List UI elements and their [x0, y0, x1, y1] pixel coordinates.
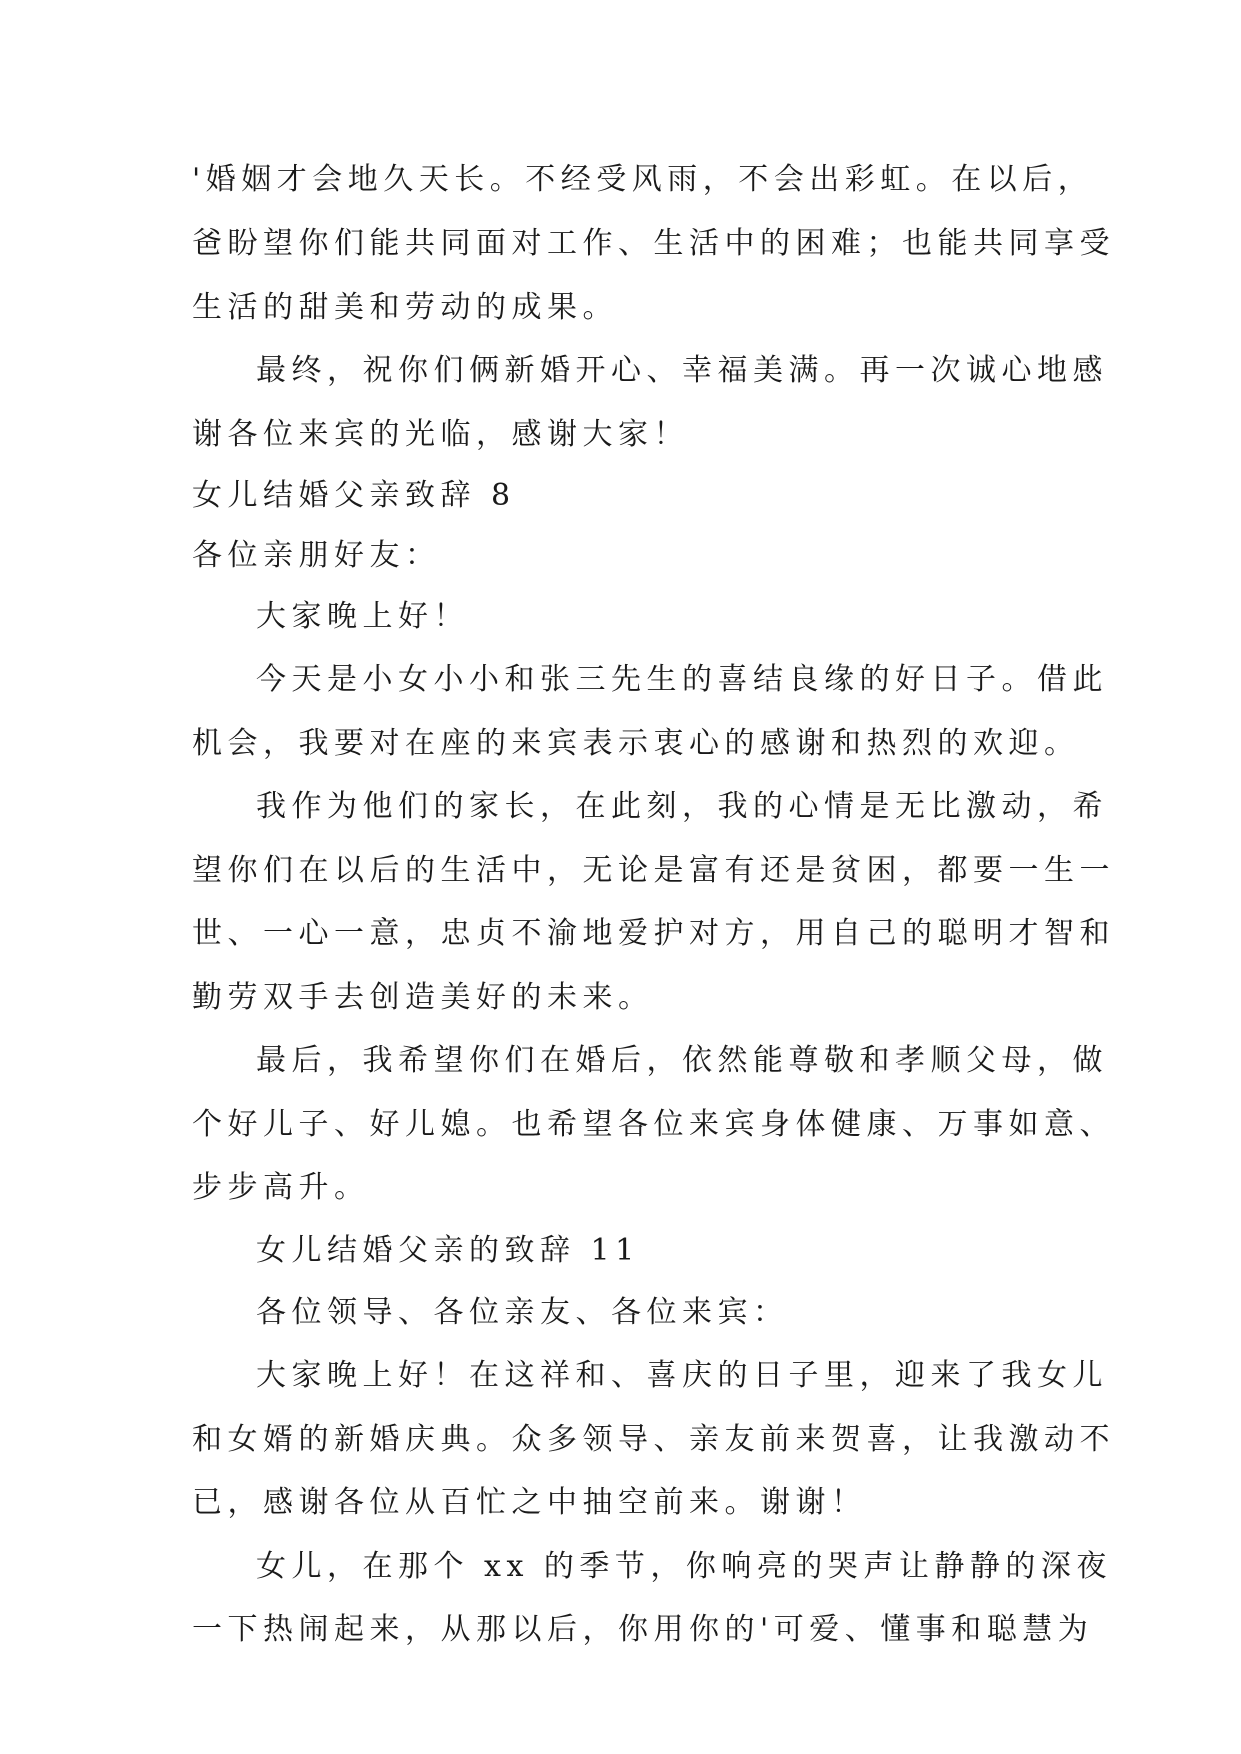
text-line: 一下热闹起来，从那以后，你用你的'可爱、懂事和聪慧为 [192, 1612, 1094, 1647]
section-title: 女儿结婚父亲致辞 8 [192, 478, 516, 513]
text-line: 望你们在以后的生活中，无论是富有还是贫困，都要一生一 [192, 853, 1115, 888]
paragraph-start: 今天是小女小小和张三先生的喜结良缘的好日子。借此 [256, 662, 1108, 697]
paragraph-start: 大家晚上好！在这祥和、喜庆的日子里，迎来了我女儿 [256, 1358, 1108, 1393]
paragraph-start: 最后，我希望你们在婚后，依然能尊敬和孝顺父母，做 [256, 1043, 1108, 1078]
text-line: 和女婿的新婚庆典。众多领导、亲友前来贺喜，让我激动不 [192, 1422, 1115, 1457]
text-line: 个好儿子、好儿媳。也希望各位来宾身体健康、万事如意、 [192, 1107, 1115, 1142]
paragraph-start: 女儿，在那个 xx 的季节，你响亮的哭声让静静的深夜 [256, 1549, 1112, 1584]
text-line: 勤劳双手去创造美好的未来。 [192, 980, 654, 1015]
text-line: 已，感谢各位从百忙之中抽空前来。谢谢！ [192, 1485, 867, 1520]
paragraph-start: 我作为他们的家长，在此刻，我的心情是无比激动，希 [256, 789, 1108, 824]
text-line: '婚姻才会地久天长。不经受风雨，不会出彩虹。在以后， [192, 162, 1094, 197]
greeting: 大家晚上好！ [256, 599, 469, 634]
text-line: 爸盼望你们能共同面对工作、生活中的困难；也能共同享受 [192, 226, 1115, 261]
salutation: 各位领导、各位亲友、各位来宾： [256, 1295, 789, 1330]
salutation: 各位亲朋好友： [192, 538, 441, 573]
section-title: 女儿结婚父亲的致辞 11 [256, 1233, 640, 1268]
text-line: 步步高升。 [192, 1170, 370, 1205]
paragraph-start: 最终，祝你们俩新婚开心、幸福美满。再一次诚心地感 [256, 353, 1108, 388]
text-line: 谢各位来宾的光临，感谢大家！ [192, 417, 689, 452]
text-line: 生活的甜美和劳动的成果。 [192, 290, 618, 325]
text-line: 机会，我要对在座的来宾表示衷心的感谢和热烈的欢迎。 [192, 726, 1080, 761]
text-line: 世、一心一意，忠贞不渝地爱护对方，用自己的聪明才智和 [192, 916, 1115, 951]
